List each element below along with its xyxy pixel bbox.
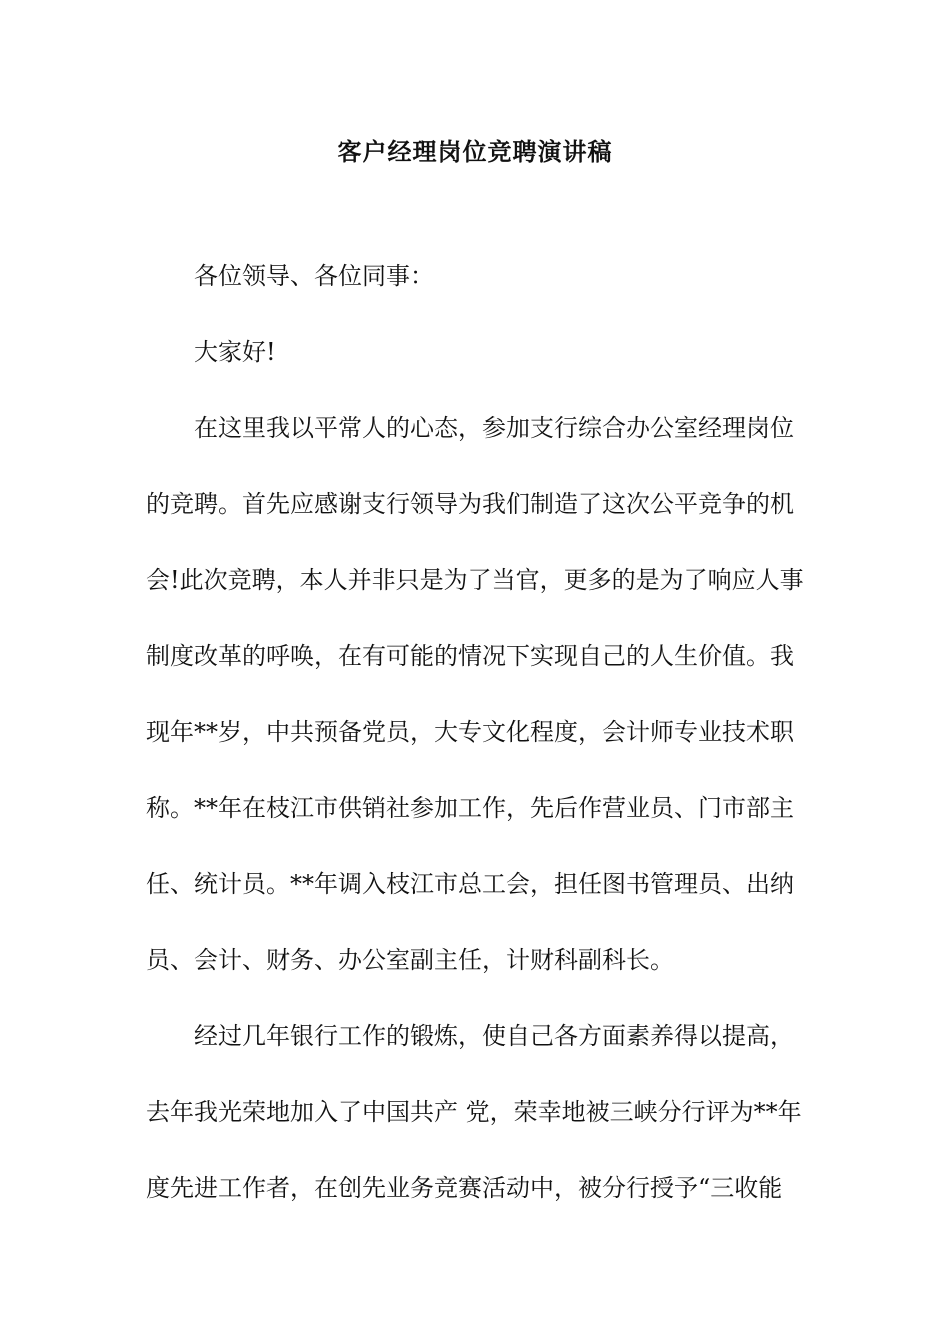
text-line: 经过几年银行工作的锻炼，使自己各方面素养得以提高， (194, 1022, 794, 1050)
text-line: 员、会计、财务、办公室副主任，计财科副科长。 (146, 946, 674, 974)
text-line: 会!此次竞聘，本人并非只是为了当官，更多的是为了响应人事 (146, 566, 804, 594)
intro-paragraph (146, 390, 806, 998)
document-title: 客户经理岗位竞聘演讲稿 (337, 137, 613, 166)
greeting-paragraph: 各位领导、各位同事： (194, 262, 434, 290)
experience-paragraph (146, 998, 806, 1226)
hello-paragraph: 大家好! (194, 338, 276, 366)
text-line: 称。**年在枝江市供销社参加工作，先后作营业员、门市部主 (146, 794, 794, 822)
text-line: 度先进工作者，在创先业务竞赛活动中，被分行授予“三收能 (146, 1174, 783, 1202)
text-line: 去年我光荣地加入了中国共产 党，荣幸地被三峡分行评为**年 (146, 1098, 802, 1126)
text-line: 的竞聘。首先应感谢支行领导为我们制造了这次公平竞争的机 (146, 490, 794, 518)
text-line: 现年**岁，中共预备党员，大专文化程度，会计师专业技术职 (146, 718, 794, 746)
text-line: 制度改革的呼唤，在有可能的情况下实现自己的人生价值。我 (146, 642, 794, 670)
text-line: 任、统计员。**年调入枝江市总工会，担任图书管理员、出纳 (146, 870, 794, 898)
text-line: 在这里我以平常人的心态，参加支行综合办公室经理岗位 (194, 414, 794, 442)
